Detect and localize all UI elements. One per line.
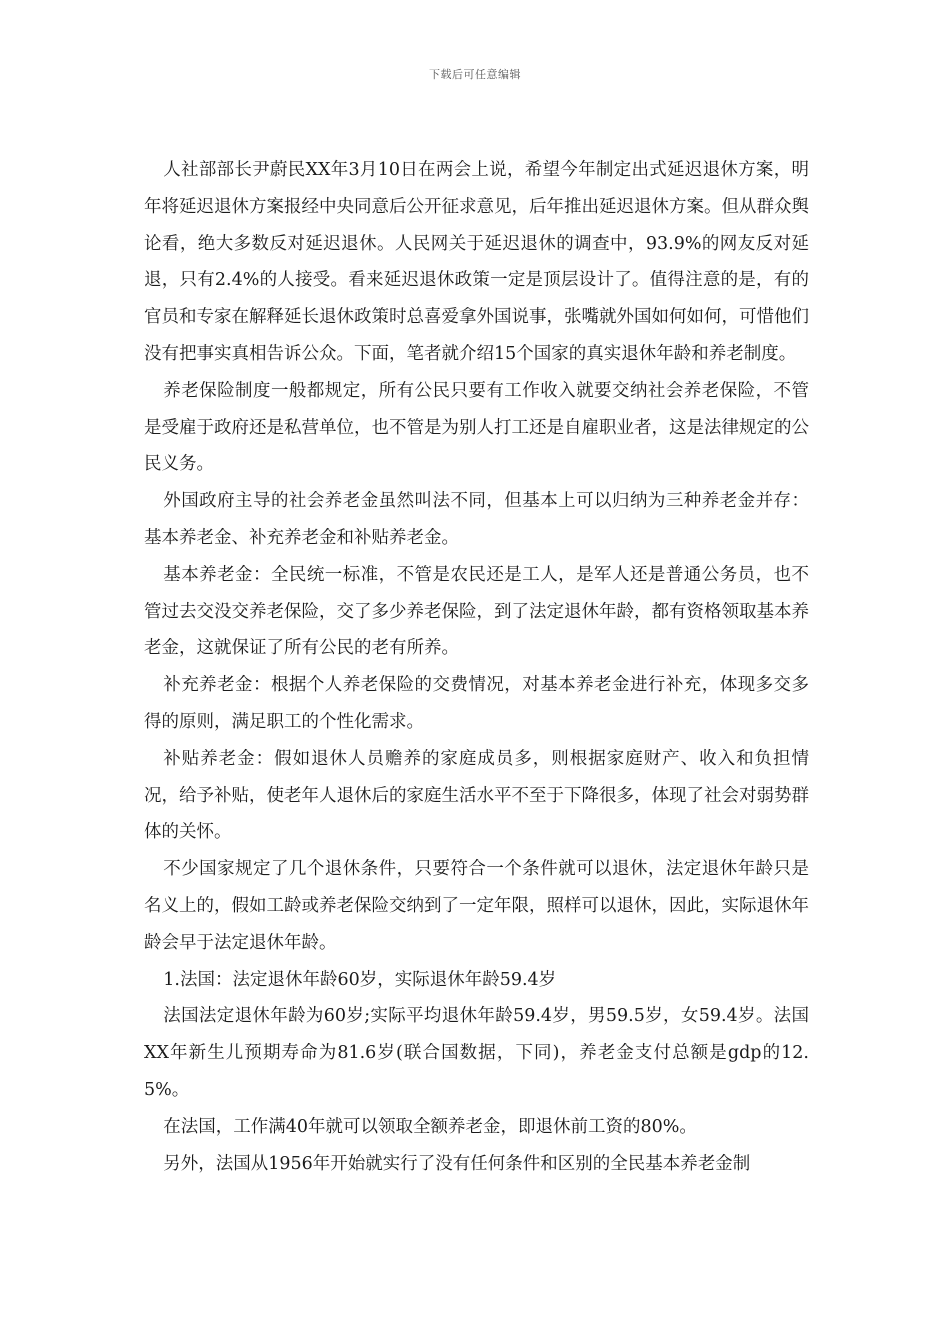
paragraph-obligation: 养老保险制度一般都规定，所有公民只要有工作收入就要交纳社会养老保险，不管是受雇于政府还是私营单位，也不管是为别人打工还是自雇职业者，这是法律规定的公民义务。	[144, 380, 809, 475]
paragraph-supplementary-pension: 补充养老金：根据个人养老保险的交费情况，对基本养老金进行补充，体现多交多得的原则，满足职工的个性化需求。	[144, 675, 809, 732]
paragraph-retirement-conditions: 不少国家规定了几个退休条件，只要符合一个条件就可以退休，法定退休年龄只是名义上的，假如工龄或养老保险交纳到了一定年限，照样可以退休，因此，实际退休年龄会早于法定退休年龄。	[144, 859, 809, 953]
section-heading-france: 1.法国：法定退休年龄60岁，实际退休年龄59.4岁	[163, 969, 557, 990]
paragraph-subsidy-pension: 补贴养老金：假如退休人员赡养的家庭成员多，则根据家庭财产、收入和负担情况，给予补贴，使老年人退休后的家庭生活水平不至于下降很多，体现了社会对弱势群体的关怀。	[144, 748, 809, 843]
paragraph-france-full-pension: 在法国，工作满40年就可以领取全额养老金，即退休前工资的80%。	[163, 1116, 697, 1137]
paragraph-basic-pension: 基本养老金：全民统一标准，不管是农民还是工人，是军人还是普通公务员，也不管过去交没交养老保险，交了多少养老保险，到了法定退休年龄，都有资格领取基本养老金，这就保证了所有公民的老有所养。	[144, 564, 809, 659]
paragraph-intro: 人社部部长尹蔚民XX年3月10日在两会上说，希望今年制定出式延迟退休方案，明年将延迟退休方案报经中央同意后公开征求意见，后年推出延迟退休方案。但从群众舆论看，绝大多数反对延迟退休。人民网关于延迟退休的调查中，93.9%的网友反对延退，只有2.4%的人接受。看来延迟退休政策一定是顶层设计了。值得注意的是，有的官员和专家在解释延长退休政策时总喜爱拿外国说事，张嘴就外国如何如何，可惜他们没有把事实真相告诉公众。下面，笔者就介绍15个国家的真实退休年龄和养老制度。	[144, 160, 809, 364]
paragraph-france-1956: 另外，法国从1956年开始就实行了没有任何条件和区别的全民基本养老金制	[163, 1153, 751, 1174]
page-header: 下载后可任意编辑	[429, 68, 521, 81]
paragraph-france-ages: 法国法定退休年龄为60岁;实际平均退休年龄59.4岁，男59.5岁，女59.4岁。法国XX年新生儿预期寿命为81.6岁(联合国数据，下同)，养老金支付总额是gdp的12.5%。	[144, 1006, 809, 1100]
document-body	[144, 152, 809, 1182]
paragraph-three-pensions: 外国政府主导的社会养老金虽然叫法不同，但基本上可以归纳为三种养老金并存：基本养老金、补充养老金和补贴养老金。	[144, 491, 809, 548]
